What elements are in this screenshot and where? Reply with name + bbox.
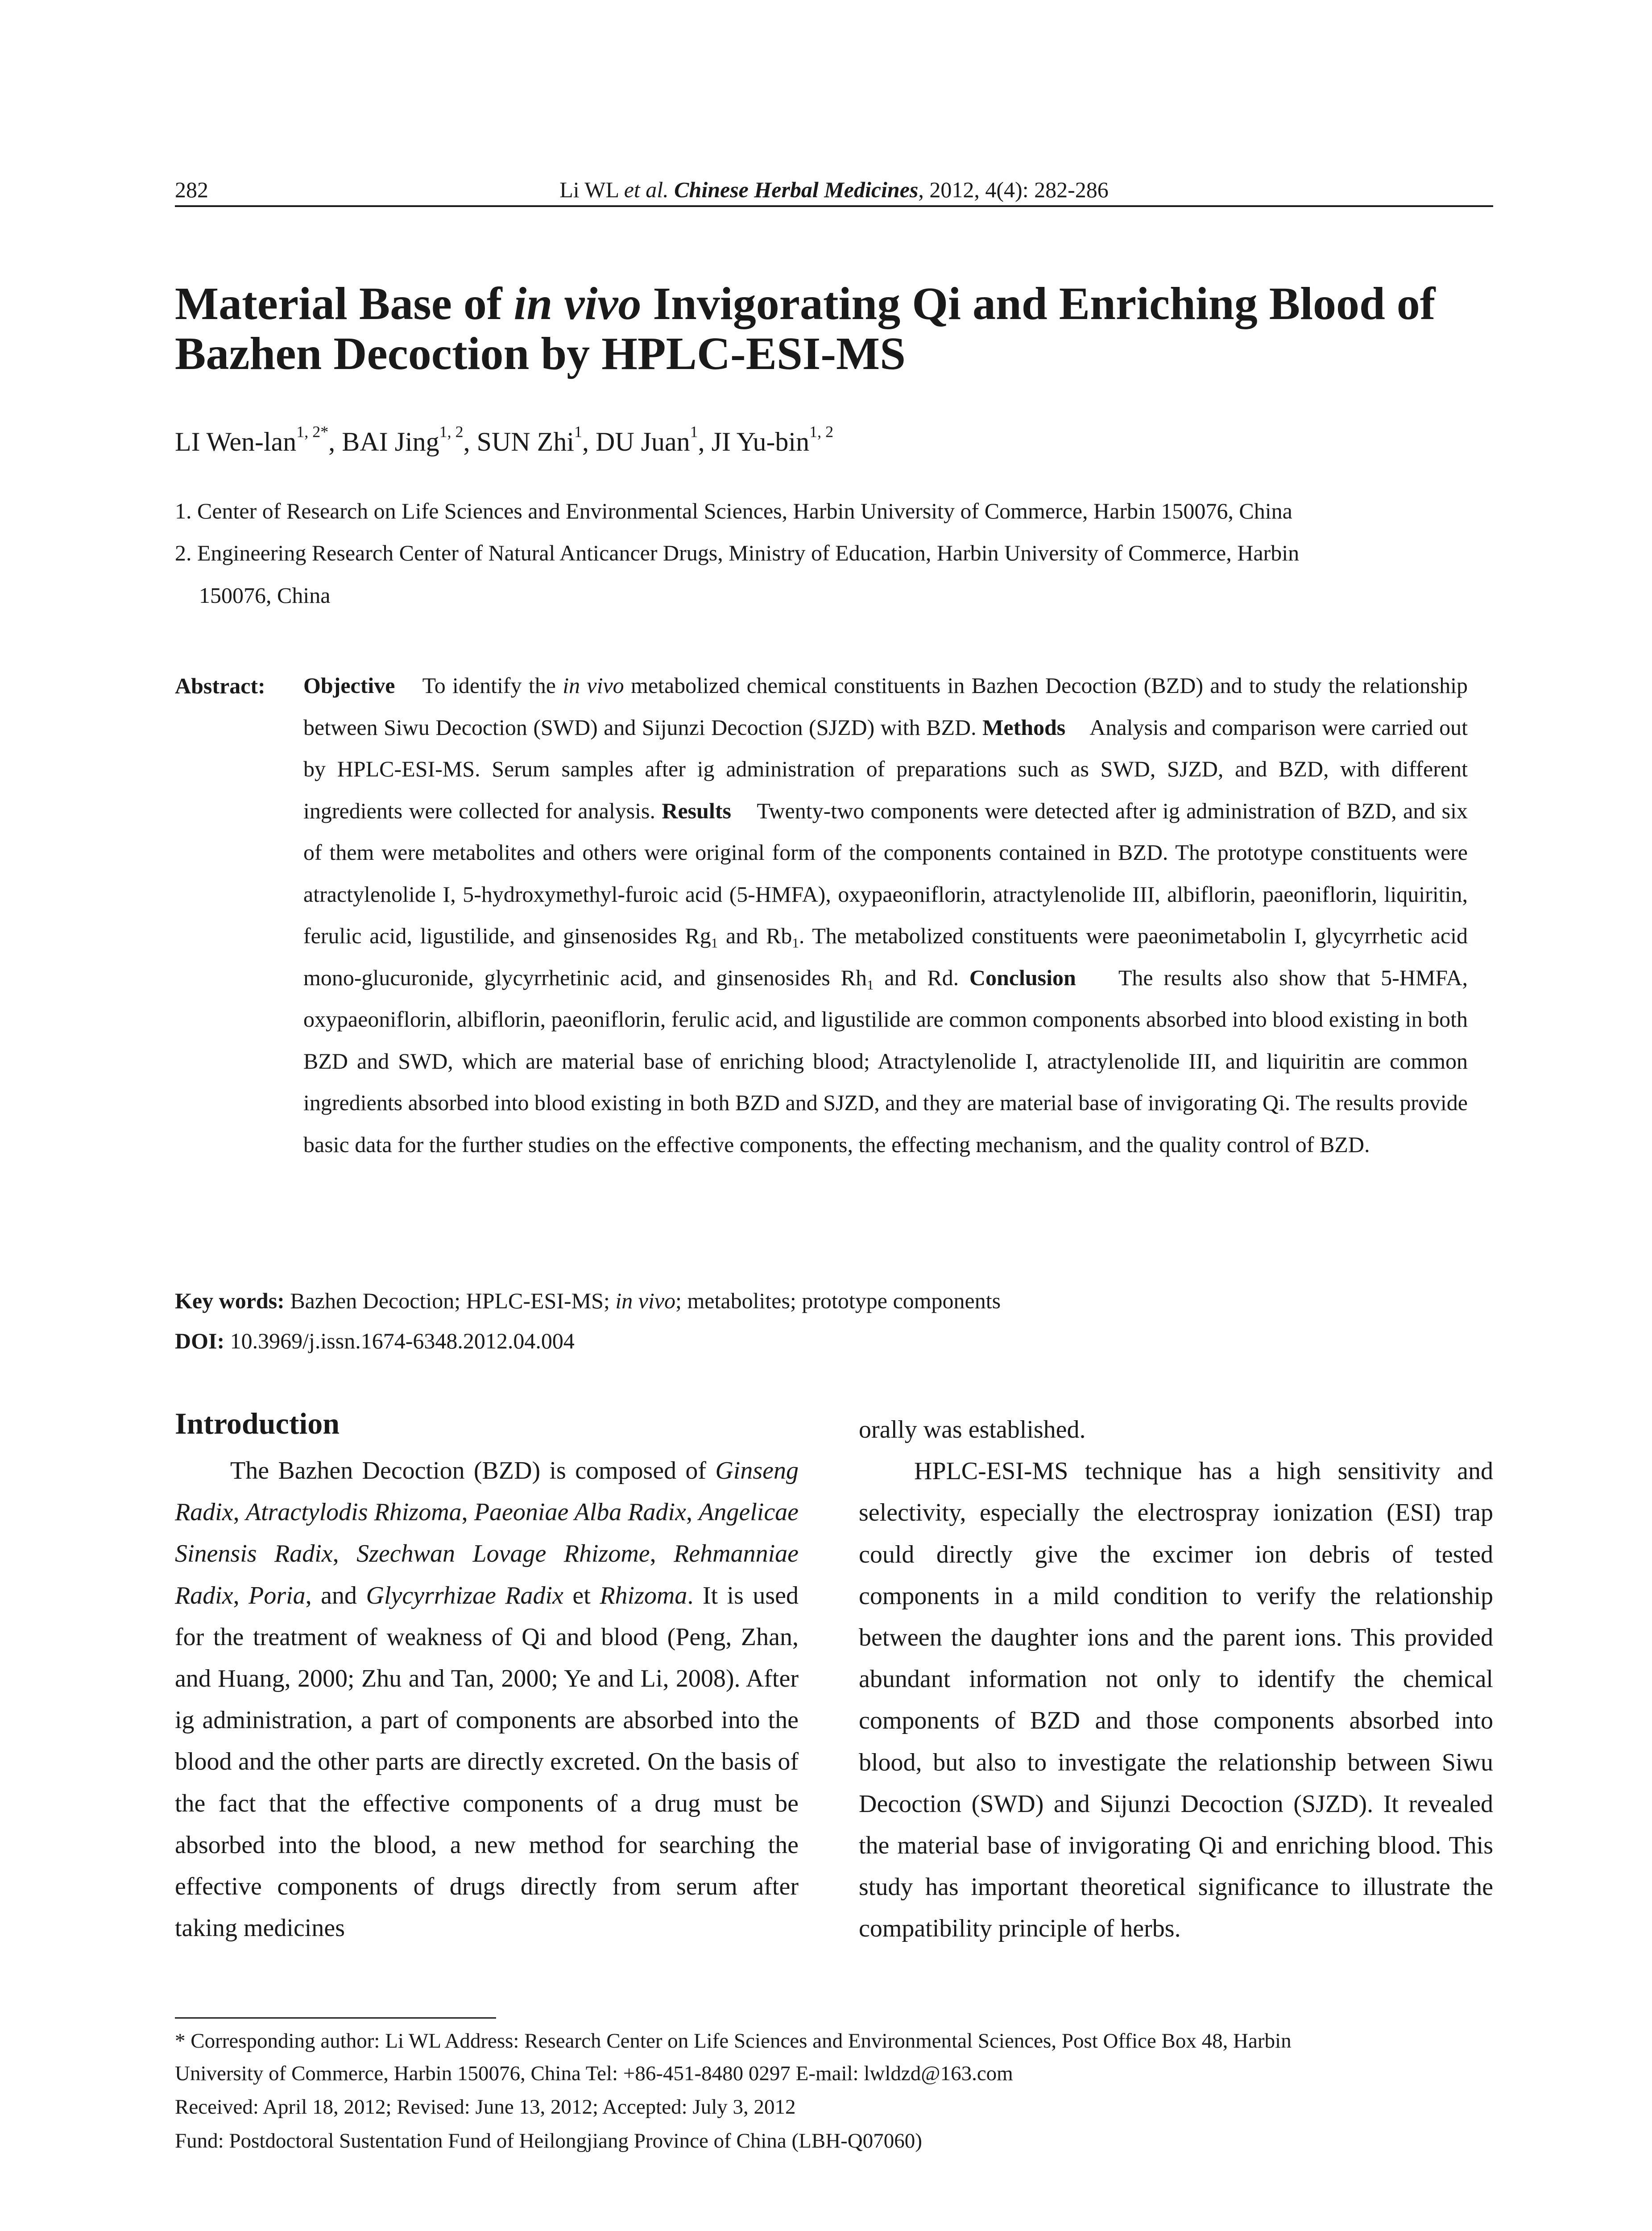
intro-paragraph-1-end: orally was established. xyxy=(859,1416,1086,1443)
results-text-1: Twenty-two components were detected after ig administration of BZD, and six of them were metabolites and others were original form of the components contained in BZD. The prototype constituents were atractylenolide I, 5-hydroxymethyl-furoic acid (5-HMFA), oxypaeoniflorin, atractylenolide III, albiflorin, paeoniflorin, liquiritin, ferulic acid, ligustilide, and ginsenosides Rg xyxy=(303,798,1468,948)
running-head-citation: , 2012, 4(4): 282-286 xyxy=(918,177,1109,202)
separator: , xyxy=(650,1540,674,1568)
footnote-line: * Corresponding author: Li WL Address: Research Center on Life Sciences and Environmental Sciences, Post Office Box 48, Harbin xyxy=(175,2029,1292,2053)
abstract-lead xyxy=(175,665,265,707)
herb-name: Atractylodis Rhizoma xyxy=(245,1498,462,1526)
herb-name: Ginseng Radix xyxy=(175,1457,799,1526)
intro-text: . It is used for the treatment of weakness of Qi and blood (Peng, Zhan, and Huang, 2000; Zhu and Tan, 2000; Ye and Li, 2008). After ig administration, a part of components are absorbed into the blood and the other parts are directly excreted. On the basis of the fact that the effective components of a drug must be absorbed into the blood, a new method for searching the effective components of drugs directly from serum after taking medicines xyxy=(175,1581,799,1942)
separator: , xyxy=(233,1581,249,1609)
doi-label: DOI: xyxy=(175,1328,225,1353)
footnote-fund: Fund: Postdoctoral Sustentation Fund of Heilongjiang Province of China (LBH-Q07060) xyxy=(175,2129,922,2152)
abstract-body xyxy=(303,665,1468,1165)
article-title xyxy=(175,279,1493,379)
author-affiliation-mark: 1, 2* xyxy=(296,423,329,441)
running-head-journal: Chinese Herbal Medicines xyxy=(674,177,919,202)
body-column-right xyxy=(859,1409,1493,1950)
footnote-corresponding-author xyxy=(175,2025,1493,2090)
results-text-2: and Rb xyxy=(718,923,792,948)
title-part-2: Invigorating Qi and Enriching Blood of Bazhen Decoction by HPLC-ESI-MS xyxy=(175,278,1436,379)
results-text-3: . The metabolized constituents were paeonimetabolin I, glycyrrhetic acid mono-glucuronide, glycyrrhetinic acid, and ginsenosides Rh xyxy=(303,923,1468,990)
separator: , xyxy=(686,1498,699,1526)
conclusion-label: Conclusion xyxy=(969,965,1076,990)
objective-label: Objective xyxy=(303,673,395,698)
author-name: JI Yu-bin xyxy=(711,427,810,456)
page-number: 282 xyxy=(175,177,208,202)
results-label: Results xyxy=(662,798,731,823)
herb-connector: et xyxy=(563,1581,600,1609)
author-affiliation-mark: 1, 2 xyxy=(809,423,834,441)
author-affiliation-mark: 1 xyxy=(574,423,583,441)
results-subscript: 1 xyxy=(792,935,799,951)
herb-name: Poria xyxy=(248,1581,306,1609)
title-part-1: Material Base of xyxy=(175,278,514,329)
herb-name: Rehmanniae Radix xyxy=(175,1540,799,1609)
objective-italic: in vivo xyxy=(563,673,624,698)
herb-name: Szechwan Lovage Rhizome xyxy=(356,1540,650,1568)
section-heading-introduction: Introduction xyxy=(175,1406,340,1440)
keywords-pre: Bazhen Decoction; HPLC-ESI-MS; xyxy=(284,1288,616,1313)
keywords-post: ; metabolites; prototype components xyxy=(675,1288,1001,1313)
footnote-received: Received: April 18, 2012; Revised: June 13, 2012; Accepted: July 3, 2012 xyxy=(175,2095,796,2119)
body-column-left xyxy=(175,1450,799,1949)
methods-label: Methods xyxy=(982,714,1066,740)
intro-text: The Bazhen Decoction (BZD) is composed of xyxy=(230,1457,716,1485)
affiliation-1: 1. Center of Research on Life Sciences and Environmental Sciences, Harbin University of Commerce, Harbin 150076, China xyxy=(175,498,1292,523)
herb-name: Rhizoma xyxy=(600,1581,687,1609)
author-list: LI Wen-lan$^{1, 2*}$, BAI Jing$^{1, 2}$, SUN Zhi$^1$, DU Juan$^1$, JI Yu-bin$^{1, 2}$ xyxy=(175,423,834,456)
methods-text: Analysis and comparison were carried out by HPLC-ESI-MS. Serum samples after ig administration of preparations such as SWD, SJZD, and BZD, with different ingredients were collected for analysis. xyxy=(303,714,1468,823)
results-subscript: 1 xyxy=(867,976,874,992)
results-subscript: 1 xyxy=(711,935,718,951)
separator: , xyxy=(332,1540,357,1568)
separator: , xyxy=(233,1498,246,1526)
author-name: LI Wen-lan xyxy=(175,427,297,456)
running-head-etal: et al. xyxy=(624,177,669,202)
footnote-line: University of Commerce, Harbin 150076, China Tel: +86-451-8480 0297 E-mail: lwldzd@163.com xyxy=(175,2062,1013,2085)
keywords xyxy=(175,1285,1001,1316)
keywords-label: Key words: xyxy=(175,1288,285,1313)
herb-name: Angelicae Sinensis Radix xyxy=(175,1498,799,1568)
herb-name: Paeoniae Alba Radix xyxy=(474,1498,686,1526)
author-affiliation-mark: 1 xyxy=(690,423,698,441)
running-head xyxy=(175,176,1493,203)
objective-text-post: metabolized chemical constituents in Bazhen Decoction (BZD) and to study the relationship between Siwu Decoction (SWD) and Sijunzi Decoction (SJZD) with BZD. xyxy=(303,673,1468,740)
intro-paragraph-1 xyxy=(175,1450,799,1949)
results-text-4: and Rd. xyxy=(874,965,969,990)
header-rule xyxy=(175,205,1493,207)
author-affiliation-mark: 1, 2 xyxy=(439,423,464,441)
running-head-author: Li WL xyxy=(559,177,624,202)
affiliation-2-line-2: 150076, China xyxy=(199,583,331,608)
doi-value: 10.3969/j.issn.1674-6348.2012.04.004 xyxy=(224,1328,575,1353)
author-name: DU Juan xyxy=(596,427,690,456)
abstract-label: Abstract: xyxy=(175,673,265,698)
herb-name: Glycyrrhizae Radix xyxy=(366,1581,563,1609)
objective-text-pre: To identify the xyxy=(422,673,563,698)
separator: , and xyxy=(305,1581,366,1609)
footnote-rule xyxy=(175,2017,496,2019)
conclusion-text: The results also show that 5-HMFA, oxypaeoniflorin, albiflorin, paeoniflorin, ferulic acid, and ligustilide are common components absorbed into blood existing in both BZD and SWD, which are material base of enriching blood; Atractylenolide I, atractylenolide III, and liquiritin are common ingredients absorbed into blood existing in both BZD and SJZD, and they are material base of invigorating Qi. The results provide basic data for the further studies on the effective components, the effecting mechanism, and the quality control of BZD. xyxy=(303,965,1468,1157)
author-name: SUN Zhi xyxy=(476,427,575,456)
separator: , xyxy=(461,1498,474,1526)
affiliation-2 xyxy=(175,532,1493,617)
author-name: BAI Jing xyxy=(342,427,439,456)
affiliation-2-line-1: 2. Engineering Research Center of Natural Anticancer Drugs, Ministry of Education, Harbin University of Commerce, Harbin xyxy=(175,540,1300,565)
doi xyxy=(175,1325,575,1356)
keywords-italic: in vivo xyxy=(615,1288,676,1313)
intro-paragraph-2: HPLC-ESI-MS technique has a high sensitivity and selectivity, especially the electrospray ionization (ESI) trap could directly give the excimer ion debris of tested components in a mild condition to verify the relationship between the daughter ions and the parent ions. This provided abundant information not only to identify the chemical components of BZD and those components absorbed into blood, but also to investigate the relationship between Siwu Decoction (SWD) and Sijunzi Decoction (SJZD). It revealed the material base of invigorating Qi and enriching blood. This study has important theoretical significance to illustrate the compatibility principle of herbs. xyxy=(859,1457,1493,1943)
title-italic: in vivo xyxy=(513,278,642,329)
